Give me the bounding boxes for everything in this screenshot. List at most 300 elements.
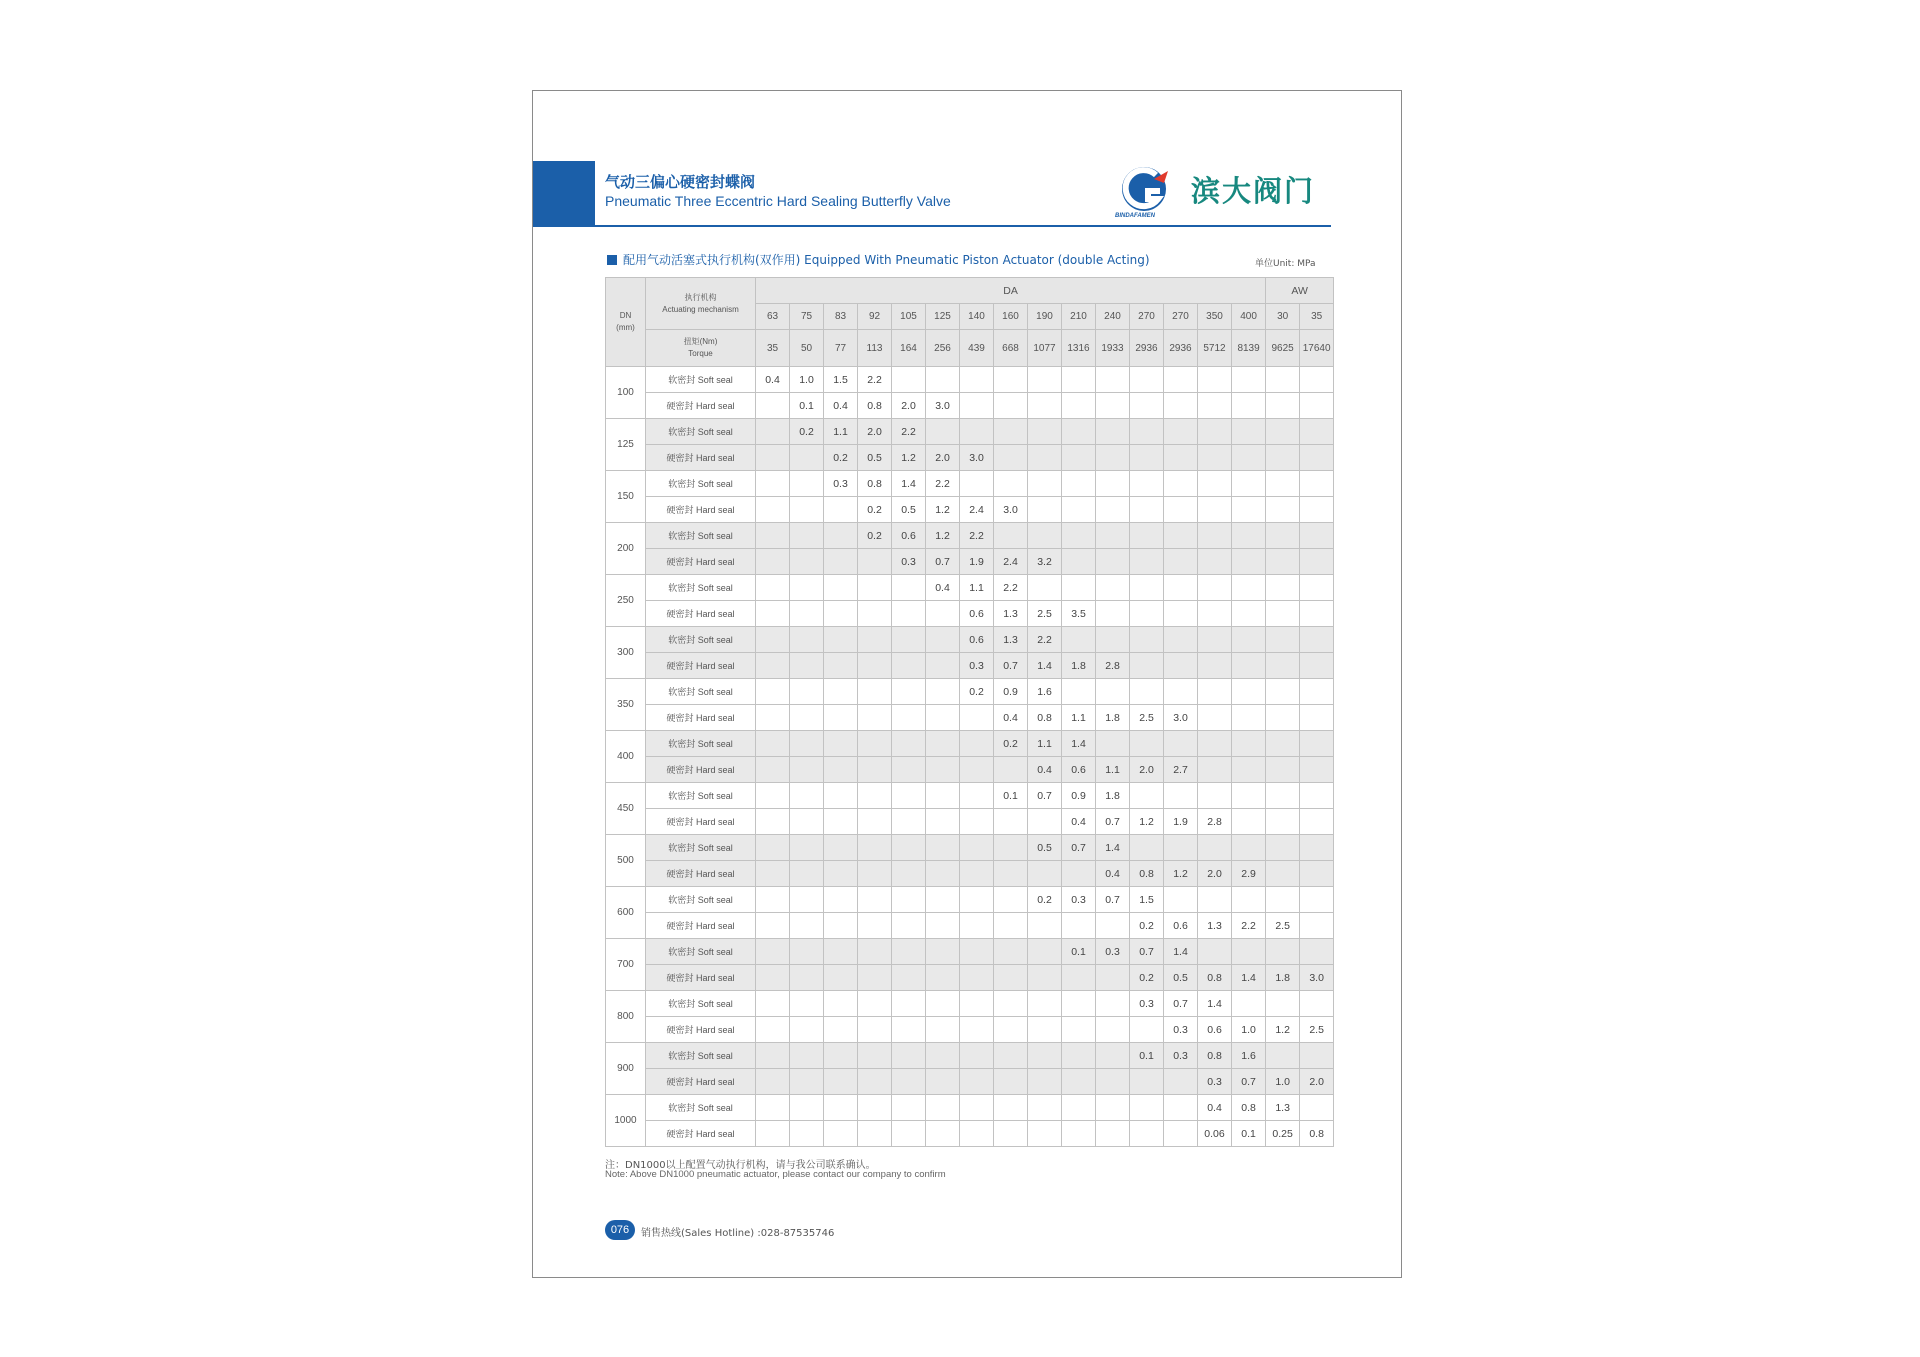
pressure-cell: 2.5 — [1300, 1017, 1334, 1043]
pressure-cell — [858, 731, 892, 757]
pressure-cell — [1232, 601, 1266, 627]
pressure-cell: 0.4 — [1062, 809, 1096, 835]
pressure-cell — [926, 991, 960, 1017]
section-heading-text: 配用气动活塞式执行机构(双作用) Equipped With Pneumatic Piston Actuator (double Acting) — [623, 253, 1150, 267]
pressure-cell — [824, 1069, 858, 1095]
pressure-cell — [1096, 419, 1130, 445]
pressure-cell — [926, 731, 960, 757]
hard-seal-label: 硬密封 Hard seal — [646, 497, 756, 523]
pressure-cell — [1096, 731, 1130, 757]
pressure-cell — [1266, 601, 1300, 627]
pressure-cell — [926, 679, 960, 705]
pressure-cell — [1198, 783, 1232, 809]
pressure-cell — [1300, 939, 1334, 965]
pressure-cell — [756, 471, 790, 497]
pressure-cell: 2.0 — [926, 445, 960, 471]
pressure-cell — [858, 913, 892, 939]
pressure-cell — [892, 601, 926, 627]
header-divider — [595, 225, 1331, 227]
table-row — [606, 939, 1334, 965]
pressure-cell — [1130, 367, 1164, 393]
pressure-cell — [858, 1069, 892, 1095]
pressure-cell — [858, 575, 892, 601]
pressure-cell — [1028, 1069, 1062, 1095]
pressure-cell — [824, 991, 858, 1017]
pressure-cell: 0.7 — [994, 653, 1028, 679]
pressure-cell — [926, 757, 960, 783]
pressure-cell — [1232, 705, 1266, 731]
pressure-cell — [756, 939, 790, 965]
pressure-cell: 2.4 — [994, 549, 1028, 575]
pressure-cell — [1300, 367, 1334, 393]
pressure-cell — [1266, 783, 1300, 809]
pressure-cell — [1062, 1121, 1096, 1147]
dn-cell: 100 — [606, 367, 646, 419]
table-row — [606, 809, 1334, 835]
pressure-cell: 0.4 — [756, 367, 790, 393]
pressure-cell — [1062, 523, 1096, 549]
pressure-cell — [1096, 497, 1130, 523]
pressure-cell: 2.9 — [1232, 861, 1266, 887]
pressure-cell — [1232, 549, 1266, 575]
pressure-cell — [790, 705, 824, 731]
pressure-cell — [892, 783, 926, 809]
actuator-size-cell: 400 — [1232, 304, 1266, 330]
pressure-cell — [790, 1069, 824, 1095]
pressure-cell: 0.6 — [960, 601, 994, 627]
table-row — [606, 549, 1334, 575]
pressure-cell — [858, 1095, 892, 1121]
actuator-size-cell: 270 — [1164, 304, 1198, 330]
pressure-cell — [858, 783, 892, 809]
pressure-cell — [960, 705, 994, 731]
pressure-cell — [1266, 497, 1300, 523]
pressure-cell — [756, 1043, 790, 1069]
brand-subtitle: BINDAFAMEN — [1115, 213, 1155, 219]
pressure-cell — [1198, 419, 1232, 445]
pressure-cell — [1300, 419, 1334, 445]
soft-seal-label: 软密封 Soft seal — [646, 1095, 756, 1121]
pressure-cell — [1130, 601, 1164, 627]
pressure-cell — [1198, 627, 1232, 653]
pressure-cell: 1.4 — [1164, 939, 1198, 965]
soft-seal-label: 软密封 Soft seal — [646, 939, 756, 965]
hard-seal-label: 硬密封 Hard seal — [646, 757, 756, 783]
pressure-cell — [994, 809, 1028, 835]
pressure-cell — [960, 835, 994, 861]
dn-cell: 400 — [606, 731, 646, 783]
torque-cell: 1316 — [1062, 330, 1096, 367]
pressure-cell: 0.2 — [858, 523, 892, 549]
pressure-cell — [756, 523, 790, 549]
pressure-cell: 2.0 — [1198, 861, 1232, 887]
pressure-cell — [1164, 835, 1198, 861]
dn-cell: 600 — [606, 887, 646, 939]
pressure-cell — [1096, 991, 1130, 1017]
pressure-cell — [790, 783, 824, 809]
pressure-cell — [994, 1095, 1028, 1121]
pressure-cell — [1096, 1017, 1130, 1043]
pressure-cell: 0.6 — [1164, 913, 1198, 939]
pressure-cell — [1266, 627, 1300, 653]
torque-cell: 8139 — [1232, 330, 1266, 367]
dn-cell: 250 — [606, 575, 646, 627]
pressure-cell — [824, 705, 858, 731]
pressure-cell — [994, 367, 1028, 393]
pressure-cell — [1062, 627, 1096, 653]
pressure-cell — [1062, 965, 1096, 991]
pressure-cell — [926, 705, 960, 731]
pressure-cell — [858, 835, 892, 861]
pressure-cell — [1198, 731, 1232, 757]
brand-logo-icon — [1118, 163, 1174, 217]
pressure-cell: 1.4 — [892, 471, 926, 497]
pressure-cell: 0.7 — [1130, 939, 1164, 965]
pressure-cell: 2.2 — [994, 575, 1028, 601]
pressure-cell: 2.2 — [1028, 627, 1062, 653]
pressure-cell — [1096, 965, 1130, 991]
pressure-cell — [858, 627, 892, 653]
pressure-cell — [994, 887, 1028, 913]
pressure-cell — [892, 1069, 926, 1095]
pressure-cell — [892, 575, 926, 601]
pressure-cell — [1130, 679, 1164, 705]
torque-cell: 113 — [858, 330, 892, 367]
pressure-cell — [926, 419, 960, 445]
pressure-cell — [892, 757, 926, 783]
actuator-size-cell: 125 — [926, 304, 960, 330]
pressure-cell — [790, 1095, 824, 1121]
pressure-cell — [1198, 601, 1232, 627]
table-row — [606, 861, 1334, 887]
table-row — [606, 887, 1334, 913]
pressure-cell — [824, 913, 858, 939]
pressure-cell — [1096, 601, 1130, 627]
actuator-size-cell: 35 — [1300, 304, 1334, 330]
pressure-cell — [892, 1017, 926, 1043]
pressure-cell — [858, 1043, 892, 1069]
pressure-cell — [1164, 471, 1198, 497]
pressure-cell — [1300, 549, 1334, 575]
pressure-cell — [1062, 1069, 1096, 1095]
pressure-cell — [960, 731, 994, 757]
pressure-cell — [1300, 861, 1334, 887]
pressure-cell — [1198, 939, 1232, 965]
pressure-cell — [1232, 575, 1266, 601]
pressure-cell — [756, 705, 790, 731]
pressure-cell — [1062, 497, 1096, 523]
pressure-cell — [960, 965, 994, 991]
pressure-cell — [994, 939, 1028, 965]
pressure-cell — [1164, 887, 1198, 913]
pressure-cell: 0.2 — [790, 419, 824, 445]
pressure-cell — [756, 887, 790, 913]
torque-cell: 668 — [994, 330, 1028, 367]
pressure-cell: 0.3 — [1096, 939, 1130, 965]
pressure-cell — [1164, 601, 1198, 627]
actuator-size-cell: 190 — [1028, 304, 1062, 330]
pressure-cell — [824, 497, 858, 523]
pressure-cell — [1028, 471, 1062, 497]
pressure-cell — [1300, 601, 1334, 627]
pressure-cell: 2.2 — [892, 419, 926, 445]
pressure-cell — [790, 731, 824, 757]
pressure-cell: 3.0 — [1164, 705, 1198, 731]
pressure-cell — [1130, 1017, 1164, 1043]
hard-seal-label: 硬密封 Hard seal — [646, 1069, 756, 1095]
pressure-cell — [1198, 497, 1232, 523]
pressure-cell — [1028, 939, 1062, 965]
pressure-cell — [756, 1069, 790, 1095]
pressure-cell — [960, 757, 994, 783]
pressure-cell — [892, 1043, 926, 1069]
pressure-cell — [858, 965, 892, 991]
actuator-size-cell: 75 — [790, 304, 824, 330]
pressure-cell — [1232, 419, 1266, 445]
dn-cell: 500 — [606, 835, 646, 887]
pressure-cell — [858, 1121, 892, 1147]
pressure-cell — [1266, 523, 1300, 549]
soft-seal-label: 软密封 Soft seal — [646, 1043, 756, 1069]
pressure-cell: 0.1 — [1130, 1043, 1164, 1069]
pressure-cell — [824, 861, 858, 887]
pressure-cell: 0.3 — [1130, 991, 1164, 1017]
pressure-cell — [1096, 523, 1130, 549]
pressure-cell: 0.2 — [1130, 965, 1164, 991]
pressure-cell — [994, 1017, 1028, 1043]
pressure-cell — [1096, 549, 1130, 575]
pressure-cell — [1164, 523, 1198, 549]
pressure-cell: 0.9 — [1062, 783, 1096, 809]
pressure-cell: 1.2 — [926, 523, 960, 549]
pressure-cell — [892, 1095, 926, 1121]
pressure-cell — [1164, 497, 1198, 523]
pressure-cell — [1232, 523, 1266, 549]
pressure-cell: 1.3 — [994, 601, 1028, 627]
pressure-cell: 0.3 — [1164, 1043, 1198, 1069]
pressure-cell: 1.2 — [926, 497, 960, 523]
note-english: Note: Above DN1000 pneumatic actuator, please contact our company to confirm — [605, 1169, 946, 1180]
section-heading — [607, 251, 1150, 268]
table-row — [606, 1069, 1334, 1095]
pressure-cell — [790, 627, 824, 653]
pressure-cell — [756, 731, 790, 757]
pressure-cell — [756, 991, 790, 1017]
pressure-cell: 0.2 — [1130, 913, 1164, 939]
pressure-cell — [926, 1043, 960, 1069]
pressure-cell — [1028, 523, 1062, 549]
pressure-cell — [926, 965, 960, 991]
pressure-cell — [926, 1069, 960, 1095]
pressure-cell — [756, 549, 790, 575]
pressure-cell — [1266, 809, 1300, 835]
pressure-cell: 0.8 — [858, 393, 892, 419]
pressure-cell: 1.5 — [824, 367, 858, 393]
pressure-cell — [1198, 679, 1232, 705]
note-chinese: 注：DN1000以上配置气动执行机构，请与我公司联系确认。 — [605, 1160, 876, 1171]
pressure-cell — [1198, 575, 1232, 601]
pressure-cell — [790, 835, 824, 861]
pressure-cell — [1130, 627, 1164, 653]
group-aw-header: AW — [1266, 278, 1334, 304]
pressure-cell — [960, 1069, 994, 1095]
pressure-cell — [892, 861, 926, 887]
pressure-cell — [756, 809, 790, 835]
pressure-cell — [1096, 627, 1130, 653]
pressure-cell — [960, 861, 994, 887]
pressure-cell — [1266, 471, 1300, 497]
pressure-cell — [858, 991, 892, 1017]
pressure-cell: 2.2 — [1232, 913, 1266, 939]
pressure-cell: 2.2 — [926, 471, 960, 497]
pressure-cell — [824, 835, 858, 861]
pressure-cell — [1198, 887, 1232, 913]
pressure-cell — [926, 887, 960, 913]
pressure-cell: 0.3 — [1198, 1069, 1232, 1095]
pressure-cell — [858, 939, 892, 965]
pressure-cell — [1164, 367, 1198, 393]
actuator-size-cell: 240 — [1096, 304, 1130, 330]
pressure-cell — [960, 393, 994, 419]
pressure-cell — [1062, 991, 1096, 1017]
pressure-cell — [1164, 419, 1198, 445]
pressure-cell: 1.2 — [892, 445, 926, 471]
pressure-cell — [824, 757, 858, 783]
catalog-page — [532, 90, 1402, 1278]
pressure-cell — [1232, 991, 1266, 1017]
pressure-cell — [960, 1121, 994, 1147]
dn-cell: 125 — [606, 419, 646, 471]
table-row — [606, 757, 1334, 783]
hard-seal-label: 硬密封 Hard seal — [646, 549, 756, 575]
pressure-cell — [1028, 497, 1062, 523]
pressure-cell — [1062, 1017, 1096, 1043]
pressure-cell — [1300, 731, 1334, 757]
pressure-cell — [1232, 497, 1266, 523]
pressure-cell: 1.6 — [1232, 1043, 1266, 1069]
actuator-size-cell: 63 — [756, 304, 790, 330]
pressure-cell — [858, 809, 892, 835]
pressure-cell — [1062, 861, 1096, 887]
pressure-cell: 0.6 — [960, 627, 994, 653]
pressure-cell — [1096, 575, 1130, 601]
pressure-cell: 1.4 — [1062, 731, 1096, 757]
pressure-cell — [892, 1121, 926, 1147]
pressure-cell — [1130, 653, 1164, 679]
pressure-cell — [1164, 445, 1198, 471]
hard-seal-label: 硬密封 Hard seal — [646, 1121, 756, 1147]
pressure-cell — [994, 1069, 1028, 1095]
table-row — [606, 705, 1334, 731]
hard-seal-label: 硬密封 Hard seal — [646, 1017, 756, 1043]
actuator-size-cell: 140 — [960, 304, 994, 330]
pressure-cell: 1.4 — [1198, 991, 1232, 1017]
pressure-cell: 0.25 — [1266, 1121, 1300, 1147]
table-row — [606, 419, 1334, 445]
pressure-cell — [960, 809, 994, 835]
pressure-cell: 0.7 — [1028, 783, 1062, 809]
pressure-cell: 3.0 — [994, 497, 1028, 523]
pressure-cell — [824, 1095, 858, 1121]
soft-seal-label: 软密封 Soft seal — [646, 523, 756, 549]
pressure-cell — [858, 861, 892, 887]
pressure-cell: 3.0 — [1300, 965, 1334, 991]
table-row — [606, 1095, 1334, 1121]
pressure-cell — [790, 991, 824, 1017]
pressure-cell — [1266, 367, 1300, 393]
pressure-cell: 0.2 — [858, 497, 892, 523]
pressure-cell — [790, 601, 824, 627]
actuator-size-cell: 210 — [1062, 304, 1096, 330]
soft-seal-label: 软密封 Soft seal — [646, 783, 756, 809]
pressure-cell — [1096, 1043, 1130, 1069]
pressure-cell — [1164, 393, 1198, 419]
pressure-cell — [1300, 783, 1334, 809]
pressure-cell: 3.5 — [1062, 601, 1096, 627]
pressure-cell — [824, 627, 858, 653]
pressure-cell: 0.8 — [1028, 705, 1062, 731]
pressure-cell — [1300, 497, 1334, 523]
pressure-cell — [1130, 783, 1164, 809]
pressure-cell — [824, 887, 858, 913]
pressure-cell — [1198, 653, 1232, 679]
pressure-cell: 0.1 — [1062, 939, 1096, 965]
pressure-cell: 1.1 — [1096, 757, 1130, 783]
torque-cell: 77 — [824, 330, 858, 367]
pressure-cell: 0.7 — [1062, 835, 1096, 861]
pressure-cell — [1198, 835, 1232, 861]
pressure-cell — [1266, 705, 1300, 731]
torque-cell: 35 — [756, 330, 790, 367]
pressure-cell — [858, 1017, 892, 1043]
pressure-cell — [1130, 497, 1164, 523]
pressure-cell — [1096, 913, 1130, 939]
pressure-cell — [960, 471, 994, 497]
pressure-cell — [994, 1121, 1028, 1147]
pressure-cell — [1130, 419, 1164, 445]
pressure-cell — [756, 575, 790, 601]
pressure-cell: 0.4 — [994, 705, 1028, 731]
dn-cell: 800 — [606, 991, 646, 1043]
pressure-cell — [1266, 549, 1300, 575]
pressure-cell — [960, 1017, 994, 1043]
hard-seal-label: 硬密封 Hard seal — [646, 809, 756, 835]
pressure-cell: 1.0 — [1266, 1069, 1300, 1095]
torque-cell: 439 — [960, 330, 994, 367]
soft-seal-label: 软密封 Soft seal — [646, 367, 756, 393]
table-row — [606, 445, 1334, 471]
pressure-cell — [824, 731, 858, 757]
pressure-cell — [1130, 471, 1164, 497]
table-row — [606, 627, 1334, 653]
pressure-cell: 1.6 — [1028, 679, 1062, 705]
table-row — [606, 965, 1334, 991]
pressure-cell — [790, 965, 824, 991]
pressure-cell — [824, 1043, 858, 1069]
header-color-block — [533, 161, 595, 227]
pressure-cell — [756, 497, 790, 523]
dn-cell: 300 — [606, 627, 646, 679]
pressure-cell — [756, 393, 790, 419]
pressure-cell — [1028, 861, 1062, 887]
pressure-cell: 0.1 — [994, 783, 1028, 809]
torque-cell: 17640 — [1300, 330, 1334, 367]
pressure-cell — [1062, 913, 1096, 939]
pressure-cell: 1.4 — [1096, 835, 1130, 861]
pressure-cell — [1130, 835, 1164, 861]
pressure-cell — [756, 1017, 790, 1043]
pressure-cell — [1130, 1121, 1164, 1147]
